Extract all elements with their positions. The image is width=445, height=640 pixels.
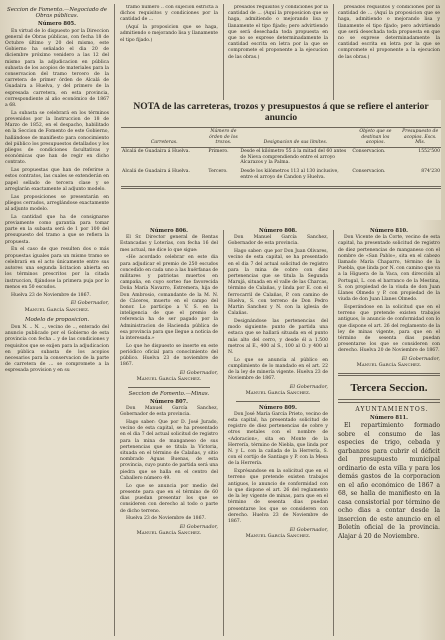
- cell-orden: Primero.: [208, 149, 229, 155]
- paragraph: La cantidad que ha de consignarse previamente como garantía para tomar parte en la subasta será de 1 por 100 del presupuesto del tramo a que se refiera la propuesta.: [5, 214, 109, 245]
- signature-office: El Gobernador,: [179, 370, 218, 377]
- notice-number: Número 807.: [150, 398, 188, 405]
- section-heading: Seccion de Fomento.—Negociado de Obras públicas.: [7, 7, 107, 20]
- signature-name: Manuel García Sanchez.: [245, 532, 311, 539]
- cell-carretera: Alcalá de Guadaira á Huelva.: [122, 169, 190, 175]
- column-4-top: [338, 5, 440, 97]
- column-divider: [223, 230, 224, 636]
- cell-orden: Tercero.: [208, 169, 228, 175]
- divider: [236, 401, 320, 402]
- paragraph: El Sr. Director general de Rentas Estancadas y Loterías, con fecha 16 del mes actual, me dice lo que sigue:: [120, 235, 218, 253]
- paragraph: Huelva 23 de Noviembre de 1867.: [11, 292, 91, 298]
- paragraph: El repartimiento formado sobre el consumo de las especies de trigo, cebada y garbanzos para cubrir el déficit del presupuesto municipal ordinario de esta villa y para los demás gastos de la corporacion en el año económico de 1867 a 68, se halla de manifiesto en la casa consistorial por término de ocho dias a contar desde la insercion de este anuncio en el Boletín oficial de la provincia. Alajar á 20 de Noviembre.: [338, 422, 440, 540]
- nota-title: NOTA de las carreteras, trozos y presupuestos á que se refiere el anterior anuncio: [133, 102, 429, 123]
- paragraph: Huelva 23 de Noviembre de 1867.: [126, 516, 206, 522]
- paragraph: «He acordado celebrar en este dia para adjudicar el premio de 250 escudos concedido en cada uno a las huérfanas de militares y patriotas muertos en campaña, en cuyo sorteo fue favorecida Doña María Navarro, Estremera, hija de Don Ambrosio, comandante de la M. N. de Cáceres, muerto en el campo del honor. Lo participo a V. S. en la inteligencia de que el premio de referencia ha de ser pagado por la Administracion de Hacienda pública de esa provincia para que llegue a noticia de la interesada.»: [120, 255, 218, 342]
- paragraph: Lo que se anuncia por medio del presente para que en el término de 60 dias puedan presentar los que se consideren con derecho al todo o parte de dicho terreno.: [120, 483, 218, 514]
- table-row: [121, 168, 441, 182]
- paragraph: Don N. .. N. .., vecino de .., enterado del anuncio publicado por el Gobierno de esta provincia con fecha .. y de las condiciones y requisitos que se exijen para la adjudicacion en pública subasta de los acopios necesarios para la conservacion de la parte de carretera de ... se compromete a la espresada provision y en su: [5, 324, 109, 374]
- column-divider: [223, 4, 224, 100]
- divider: [128, 387, 210, 388]
- column-1: [5, 5, 109, 640]
- nota-table-block: [121, 100, 441, 220]
- paragraph: Don José María García Prieto, vecino de esta capital, ha presentado solicitud de registro de diez pertenencias de cobre y otros metales con el nombre de «Adoracion», sita en Monte de la Herrería, término de Niebla, que linda por N. y L. con la cañada de la Herrería, S. con el cortijo de Santiago y P. con la Mesa de la Herrería.: [228, 411, 328, 467]
- paragraph: presados requisitos y condiciones por la cantidad de ... (Aquí la proposicion que se haga, admitiendo o mejorando lisa y llanamente el tipo fijado; pero advirtiendo que será desechada toda propuesta en que no se exprese determinadamente la cantidad escrita en letra por la que se compromete el proponente a la ejecucion de las obras.): [228, 5, 328, 60]
- signature-name: Manuel García Sanchez.: [136, 530, 202, 537]
- section-divider: [338, 399, 440, 403]
- large-text-block: [338, 422, 440, 541]
- paragraph: Hago saber: que por Don Juan Olivares, vecino de esta capital, se ha presentado en el dia 7 del actual solicitud de registro para la mina de cobre con diez pertenencias que se titula la Segunda Marujá, situada en el valle de las Charcas, término de Calañas, y linda por E. con el ferrocarril de Calañas, P. con camino de Huelva, S. con terreno de Don Pedro Martin Sanchez y N. con la iglesia de Calañas.: [228, 249, 328, 317]
- paragraph: La subasta se celebrará en los términos prevenidos por la Instruccion de 18 de Marzo de 1852, en el despacho, habilitado en la Seccion de Fomento de este Gobierno, hallándose de manifiesto para conocimiento del público los presupuestos detallados y los pliegos de condiciones facultativas y económicas que han de regir en dicho contrato.: [5, 110, 109, 166]
- paragraph: Hago saber: Que por D. José Jurado, vecino de esta capital, se ha presentado en el dia 7 del actual solicitud de registro para la mina de manganeso de sus pertenencias que se titula la Victoria, situada en el término de Calañas, y sitio nombrado Aguas Buenas, de esta provincia, cuyo punto de partida será una piedra que se halla en el centro del Caballero número 49.: [120, 420, 218, 481]
- paragraph: En virtud de lo dispuesto por la Direccion general de Obras públicas, con fecha 18 de Octubre último y 20 del mismo, este Gobierno ha señalado el dia 20 de diciembre próximo venidero a las 12 del mismo para la adjudicacion en pública subasta de los acopios de materiales para la conservacion del tramo tercero de la carretera de primer órden de Alcalá de Guadaira a Huelva, y del primero de la espresada carretera, en esta provincia, correspondiente al año económico de 1867 a 68.: [5, 28, 109, 109]
- paragraph: presados requisitos y condiciones por la cantidad de ... (Aquí la proposicion que se haga, admitiendo o mejorando lisa y llanamente el tipo fijado; pero advirtiendo que será desechada toda propuesta en que no se exprese determinadamente la cantidad escrita en letra por la que se compromete el proponente a la ejecucion de las obras.): [338, 5, 440, 60]
- nota-table: [121, 127, 441, 182]
- section-title: Tercera Seccion.: [350, 382, 428, 395]
- table-bottom-rule: [121, 186, 441, 190]
- paragraph: Las proposiciones se presentarán en pliegos cerrados, arreglándose exactamente al adjunto modelo.: [5, 194, 109, 213]
- model-heading: Modelo de proposicion.: [24, 316, 90, 323]
- header-presupuesto: Presupuesto de acopios. Escs. Mls.: [399, 128, 441, 148]
- header-objeto: Objeto que se destinan los acopios.: [351, 128, 399, 148]
- section-subtitle: AYUNTAMIENTOS.: [355, 405, 429, 413]
- header-carreteras: Carreteras.: [121, 128, 207, 148]
- paragraph: Don Manuel García Sanchez, Gobernador de esta provincia.: [120, 406, 218, 418]
- column-4-lower: [338, 226, 440, 640]
- section-divider: [338, 373, 440, 377]
- column-divider: [333, 4, 334, 100]
- signature-office: El Gobernador,: [179, 524, 218, 531]
- paragraph: Don Vicente de la Corte, vecino de esta capital, ha presentado solicitud de registro de diez pertenencias de manganeso con el nombre de «San Pablo», sita en el cabezo llamado María Chaparro, término de la Puebla, que linda por N. con camino que va a la Higuera de la Vaca, con dirección al Portugal, L. con el barranco de la Mestina, S. con propiedad de la viuda de don Juan Llanes Olmedo y P. con propiedad de la viuda de don Juan Llanes Olmedo.: [338, 235, 440, 303]
- cell-objeto: Conservacion.: [352, 149, 386, 155]
- signature-name: Manuel García Sanchez.: [136, 376, 202, 383]
- notice-number: Número 809.: [259, 404, 297, 411]
- paragraph: tramo número .. con sujecion estricta a dichos requisitos y condiciones por la cantidad de ...: [120, 5, 218, 23]
- signature-name: Manuel García Sanchez.: [24, 306, 90, 313]
- signature-office: El Gobernador,: [289, 384, 328, 391]
- cell-objeto: Conservacion.: [352, 169, 386, 175]
- signature-office: El Gobernador,: [289, 526, 328, 533]
- signature-office: El Gobernador,: [401, 356, 440, 363]
- paragraph: En el caso de que resulten dos o más propuestas iguales para un mismo tramo se celebrará en el acto únicamente entre sus autores una segunda licitacion abierta en los términos prescritos por la citada instruccion, fijándose la primera puja por lo menos en 50 escudos.: [5, 247, 109, 290]
- signature-name: Manuel García Sanchez.: [356, 362, 422, 369]
- notice-number: Número 810.: [370, 228, 408, 234]
- notice-number: Número 808.: [259, 228, 297, 234]
- table-header-row: [121, 128, 441, 148]
- paragraph: Lo que he dispuesto se inserte en este periódico oficial para conocimiento del público. Huelva 23 de noviembre de 1867.: [120, 343, 218, 368]
- header-limites: Designacion de sus límites.: [239, 128, 351, 148]
- cell-limites: Desde los kilómetros 113 al 130 inclusive, entre el arroyo de Candon y Huelva.: [240, 169, 339, 180]
- paragraph: Esperándose en la solicitud que en el terreno que pretende existen trabajos antiguos, lo anuncio de conformidad con lo que dispone el art. 26 del reglamento de la ley de minas vigente, para que en el término de sesenta dias puedan presentarse los que se consideren con derecho. Huelva 20 de Noviembre de 1867.: [338, 305, 440, 354]
- cell-carretera: Alcalá de Guadaira á Huelva.: [122, 149, 190, 155]
- signature-office: El Gobernador,: [70, 300, 109, 307]
- signature-name: Manuel García Sanchez.: [245, 390, 311, 397]
- column-2-top: [120, 5, 218, 97]
- paragraph: Don Manuel García Sanchez, Gobernador de esta provincia.: [228, 235, 328, 247]
- notice-number: Número 806.: [150, 228, 188, 234]
- column-2-lower: [120, 226, 218, 640]
- column-divider: [333, 230, 334, 636]
- paragraph: (Aquí la proposicion que se haga, admitiendo o mejorando lisa y llanamente el tipo fijado.): [120, 25, 218, 43]
- section-heading: Seccion de Fomento.—Minas.: [128, 390, 210, 397]
- cell-limites: Desde el kilómetro 55 á la mitad del 60 antes de Nieva comprendiendo entre el arroyo Alcarazos y la Palma.: [240, 149, 347, 166]
- column-3-lower: [228, 226, 328, 640]
- header-orden: Número de órden de los trozos.: [207, 128, 239, 148]
- notice-number: Número 805.: [38, 21, 76, 28]
- paragraph: Designándose las pertenencias del modo siguiente: punto de partida una estaca que se hallará situada en el punto más alto del cerro, y desde él a 1.500 metros al E., 400 al S., 100 al O. y 400 al N.: [228, 319, 328, 356]
- notice-number: Número 811.: [370, 414, 408, 421]
- cell-presupuesto: 1552'500: [418, 149, 440, 155]
- cell-presupuesto: 874'230: [421, 169, 440, 175]
- paragraph: Exprésandose en la solicitud que en el terreno que pretende existen trabajos antiguos, lo anuncio de conformidad con lo que dispone el art. 26 del reglamento de la ley vigente de minas, para que en el término de sesenta dias puedan presentarse los que se consideren con derecho. Huelva 23 de Noviembre de 1867.: [228, 469, 328, 524]
- paragraph: Lo que se anuncia al público en cumplimiento de lo mandado en el art. 22 de la ley de minería vigente. Huelva 23 de Noviembre de 1867.: [228, 357, 328, 382]
- column-divider: [114, 4, 115, 636]
- table-row: [121, 147, 441, 167]
- column-3-top: [228, 5, 328, 97]
- paragraph: Las propuestas que han de referirse a estos contratos, las cuales se extenderán en papel sellado de tercera clase y se arreglarán exactamente al adjunto modelo.: [5, 168, 109, 192]
